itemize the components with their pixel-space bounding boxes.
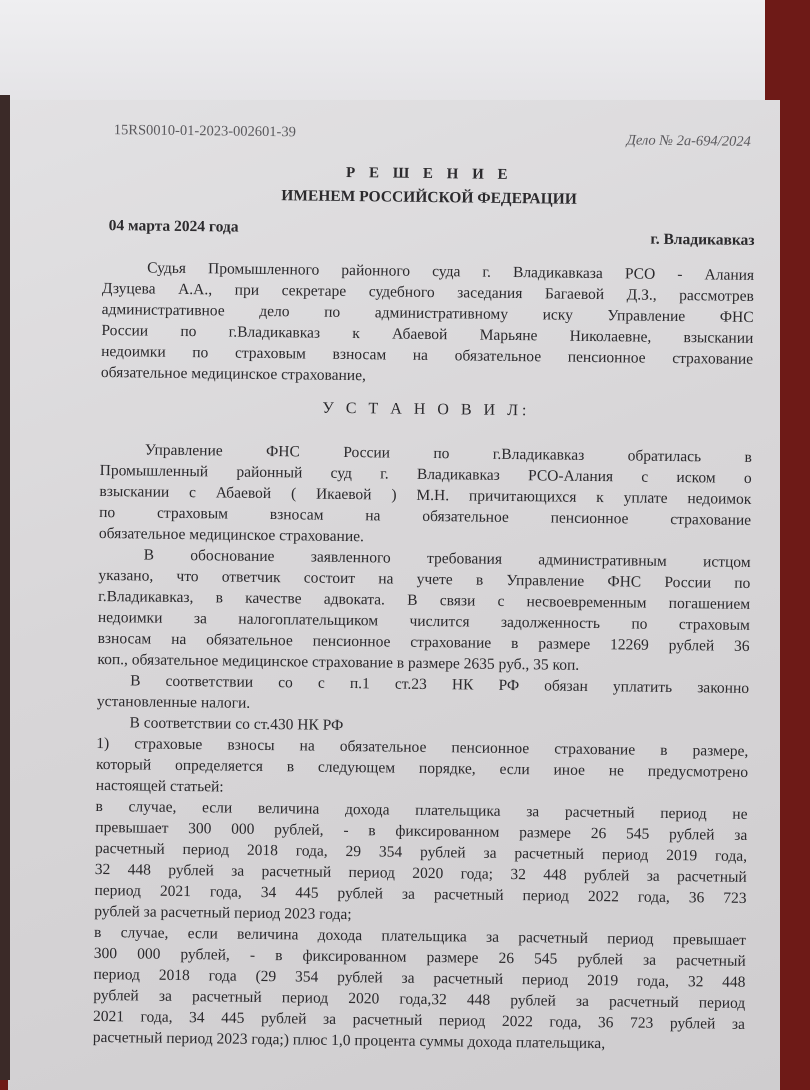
text-line: который определяется в следующем порядке, если иное не предусмотрено (95, 755, 749, 781)
paragraph (93, 922, 746, 1056)
text-line: В соответствии со с п.1 ст.23 НК РФ обязан уплатить законно (130, 672, 750, 697)
text-line: расчетный период 2018 года, 29 354 рублей за расчетный период 2019 года, (94, 839, 748, 865)
text-line: указано, что ответчик состоит на учете в Управление ФНС России по (98, 566, 751, 592)
text-line: по страховым взносам на обязательное пенсионное страхование (99, 503, 752, 529)
text-line: в случае, если величина дохода плательщика за расчетный период не (95, 797, 748, 823)
text-line: 300 000 рублей, - в фиксированном размере 26 545 рублей за расчетный (93, 944, 746, 970)
paragraph (96, 733, 749, 804)
document-content (93, 118, 756, 1056)
text-line: России по г.Владикавказ к Абаевой Марьяне Николаевне, взыскании (101, 321, 754, 347)
underlying-page-edge (0, 0, 765, 105)
text-line: недоимки за налогоплательщиком числится задолженность по страховым (97, 608, 750, 634)
text-line: коп., обязательное медицинское страхование в размере 2635 руб., 35 коп. (97, 650, 580, 674)
text-line: недоимки по страховым взносам на обязательное пенсионное страхование (101, 342, 754, 368)
decision-city: г. Владикавказ (650, 230, 755, 249)
text-line: рублей за расчетный период 2023 года; (94, 902, 352, 924)
text-line: настоящей статьей: (95, 776, 224, 796)
text-line: Судья Промышленного районного суда г. Владикавказа РСО - Алания (147, 259, 755, 284)
section-title: У С Т А Н О В И Л: (322, 399, 531, 420)
text-line: г.Владикавказ, в качестве адвоката. В связи с несвоевременным погашением (98, 587, 751, 613)
text-line: взыскании с Абаевой ( Икаевой ) М.Н. причитающихся к уплате недоимок (99, 482, 752, 508)
page-shadow (0, 95, 10, 1080)
text-line: В соответствии со ст.430 НК РФ (129, 714, 344, 734)
document-header (103, 118, 755, 170)
text-line: установленные налоги. (96, 692, 251, 712)
text-line: Промышленный районный суд г. Владикавказ РСО-Алания с иском о (99, 461, 752, 487)
text-line: 1) страховые взносы на обязательное пенсионное страхование в размере, (96, 734, 749, 760)
text-line: расчетный период 2023 года;) плюс 1,0 процента суммы дохода плательщика, (92, 1028, 606, 1053)
date-place-line (102, 217, 754, 265)
body-paragraphs (93, 439, 752, 1056)
text-line: взносам на обязательное пенсионное страхование в размере 12269 рублей 36 (97, 629, 750, 655)
paragraph (94, 796, 747, 930)
text-line: превышает 300 000 рублей, - в фиксированном размере 26 545 рублей за (95, 818, 748, 844)
text-line: период 2018 года (29 354 рублей за расчетный период 2019 года, 32 448 (93, 965, 746, 991)
text-line: административное дело по административному иску Управление ФНС (101, 300, 754, 326)
text-line: рублей за расчетный период 2020 года,32 448 рублей за расчетный период (93, 986, 746, 1012)
decision-date: 04 марта 2024 года (108, 217, 239, 236)
case-id: 15RS0010-01-2023-002601-39 (113, 122, 296, 141)
paragraph (99, 439, 752, 552)
text-line: Управление ФНС России по г.Владикавказ обратилась в (144, 441, 753, 466)
text-line: Дзуцева А.А., при секретаре судебного заседания Багаевой Д.З., рассмотрев (101, 279, 754, 305)
text-line: период 2021 года, 34 445 рублей за расчетный период 2022 года, 36 723 (94, 881, 747, 907)
text-line: 2021 года, 34 445 рублей за расчетный период 2022 года, 36 723 рублей за (92, 1007, 746, 1033)
document-title: Р Е Ш Е Н И Е (345, 164, 513, 183)
text-line: обязательное медицинское страхование, (100, 363, 366, 385)
text-line: в случае, если величина дохода плательщика за расчетный период превышает (93, 923, 747, 949)
text-line: В обоснование заявленного требования административным истцом (143, 546, 751, 571)
intro-paragraph (101, 257, 754, 391)
text-line: 32 448 рублей за расчетный период 2020 года; 32 448 рублей за расчетный (94, 860, 747, 886)
document-subtitle: ИМЕНЕМ РОССИЙСКОЙ ФЕДЕРАЦИИ (281, 187, 577, 208)
text-line: обязательное медицинское страхование. (98, 524, 365, 546)
case-number: Дело № 2а-694/2024 (626, 132, 751, 150)
paragraph (97, 544, 750, 678)
